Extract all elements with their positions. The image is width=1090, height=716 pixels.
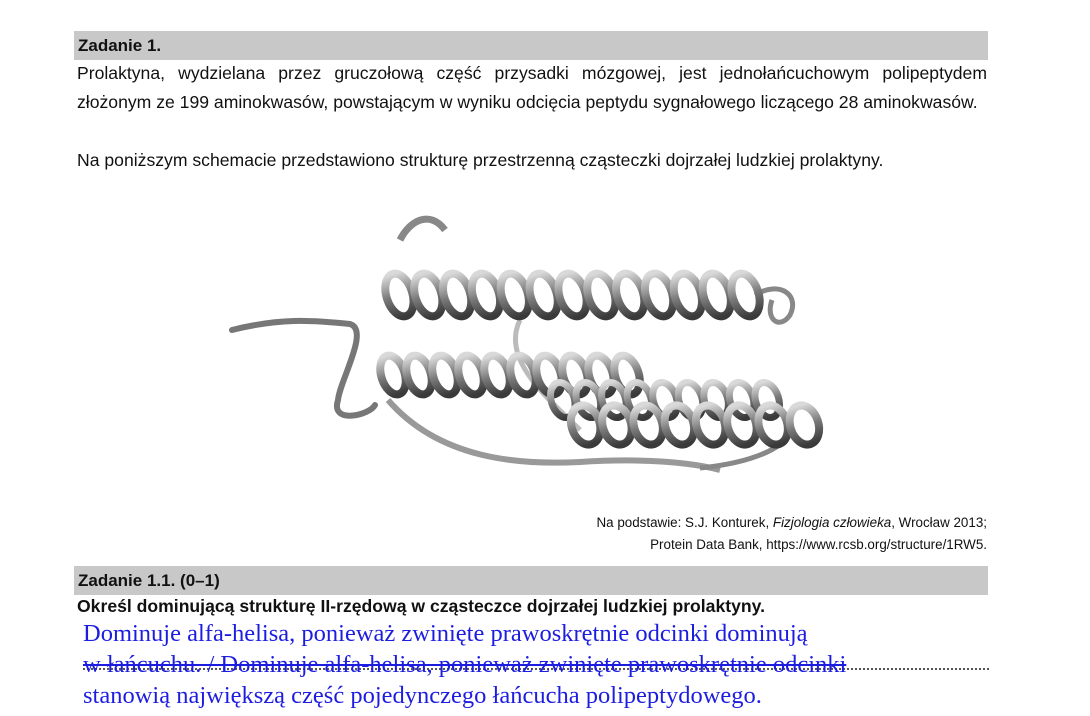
task-header [74, 31, 988, 60]
source-suffix: , Wrocław 2013; [891, 515, 987, 530]
answer-line-3: stanowią największą część pojedynczego łańcucha polipeptydowego. [83, 682, 762, 709]
prolactin-structure-image [220, 200, 840, 480]
figure-source [596, 512, 987, 556]
answer-line-1: Dominuje alfa-helisa, ponieważ zwinięte prawoskrętnie odcinki dominują [83, 620, 808, 647]
task-question: Określ dominującą strukturę II-rzędową w cząsteczce dojrzałej ludzkiej prolaktyny. [77, 596, 766, 616]
answer-line-2: w łańcuchu. / Dominuje alfa-helisa, ponieważ zwinięte prawoskrętnie odcinki [83, 651, 847, 678]
source-title: Fizjologia człowieka [772, 515, 892, 530]
subtask-header [74, 566, 988, 595]
intro-paragraph-1: Prolaktyna, wydzielana przez gruczołową część przysadki mózgowej, jest jednołańcuchowym polipeptydem złożonym ze 199 aminokwasów, powstającym w wyniku odcięcia peptydu sygnałowego liczącego 28 aminokwasów. [77, 63, 987, 112]
task-header-title: Zadanie 1. [78, 36, 162, 55]
source-prefix: Na podstawie: S.J. Konturek, [596, 515, 773, 530]
subtask-title: Zadanie 1.1. (0–1) [78, 571, 220, 590]
helix-turn [785, 402, 824, 449]
intro-paragraph-2: Na poniższym schemacie przedstawiono strukturę przestrzenną cząsteczki dojrzałej ludzkiej prolaktyny. [77, 150, 884, 170]
source-line-2: Protein Data Bank, https://www.rcsb.org/structure/1RW5. [650, 537, 987, 552]
